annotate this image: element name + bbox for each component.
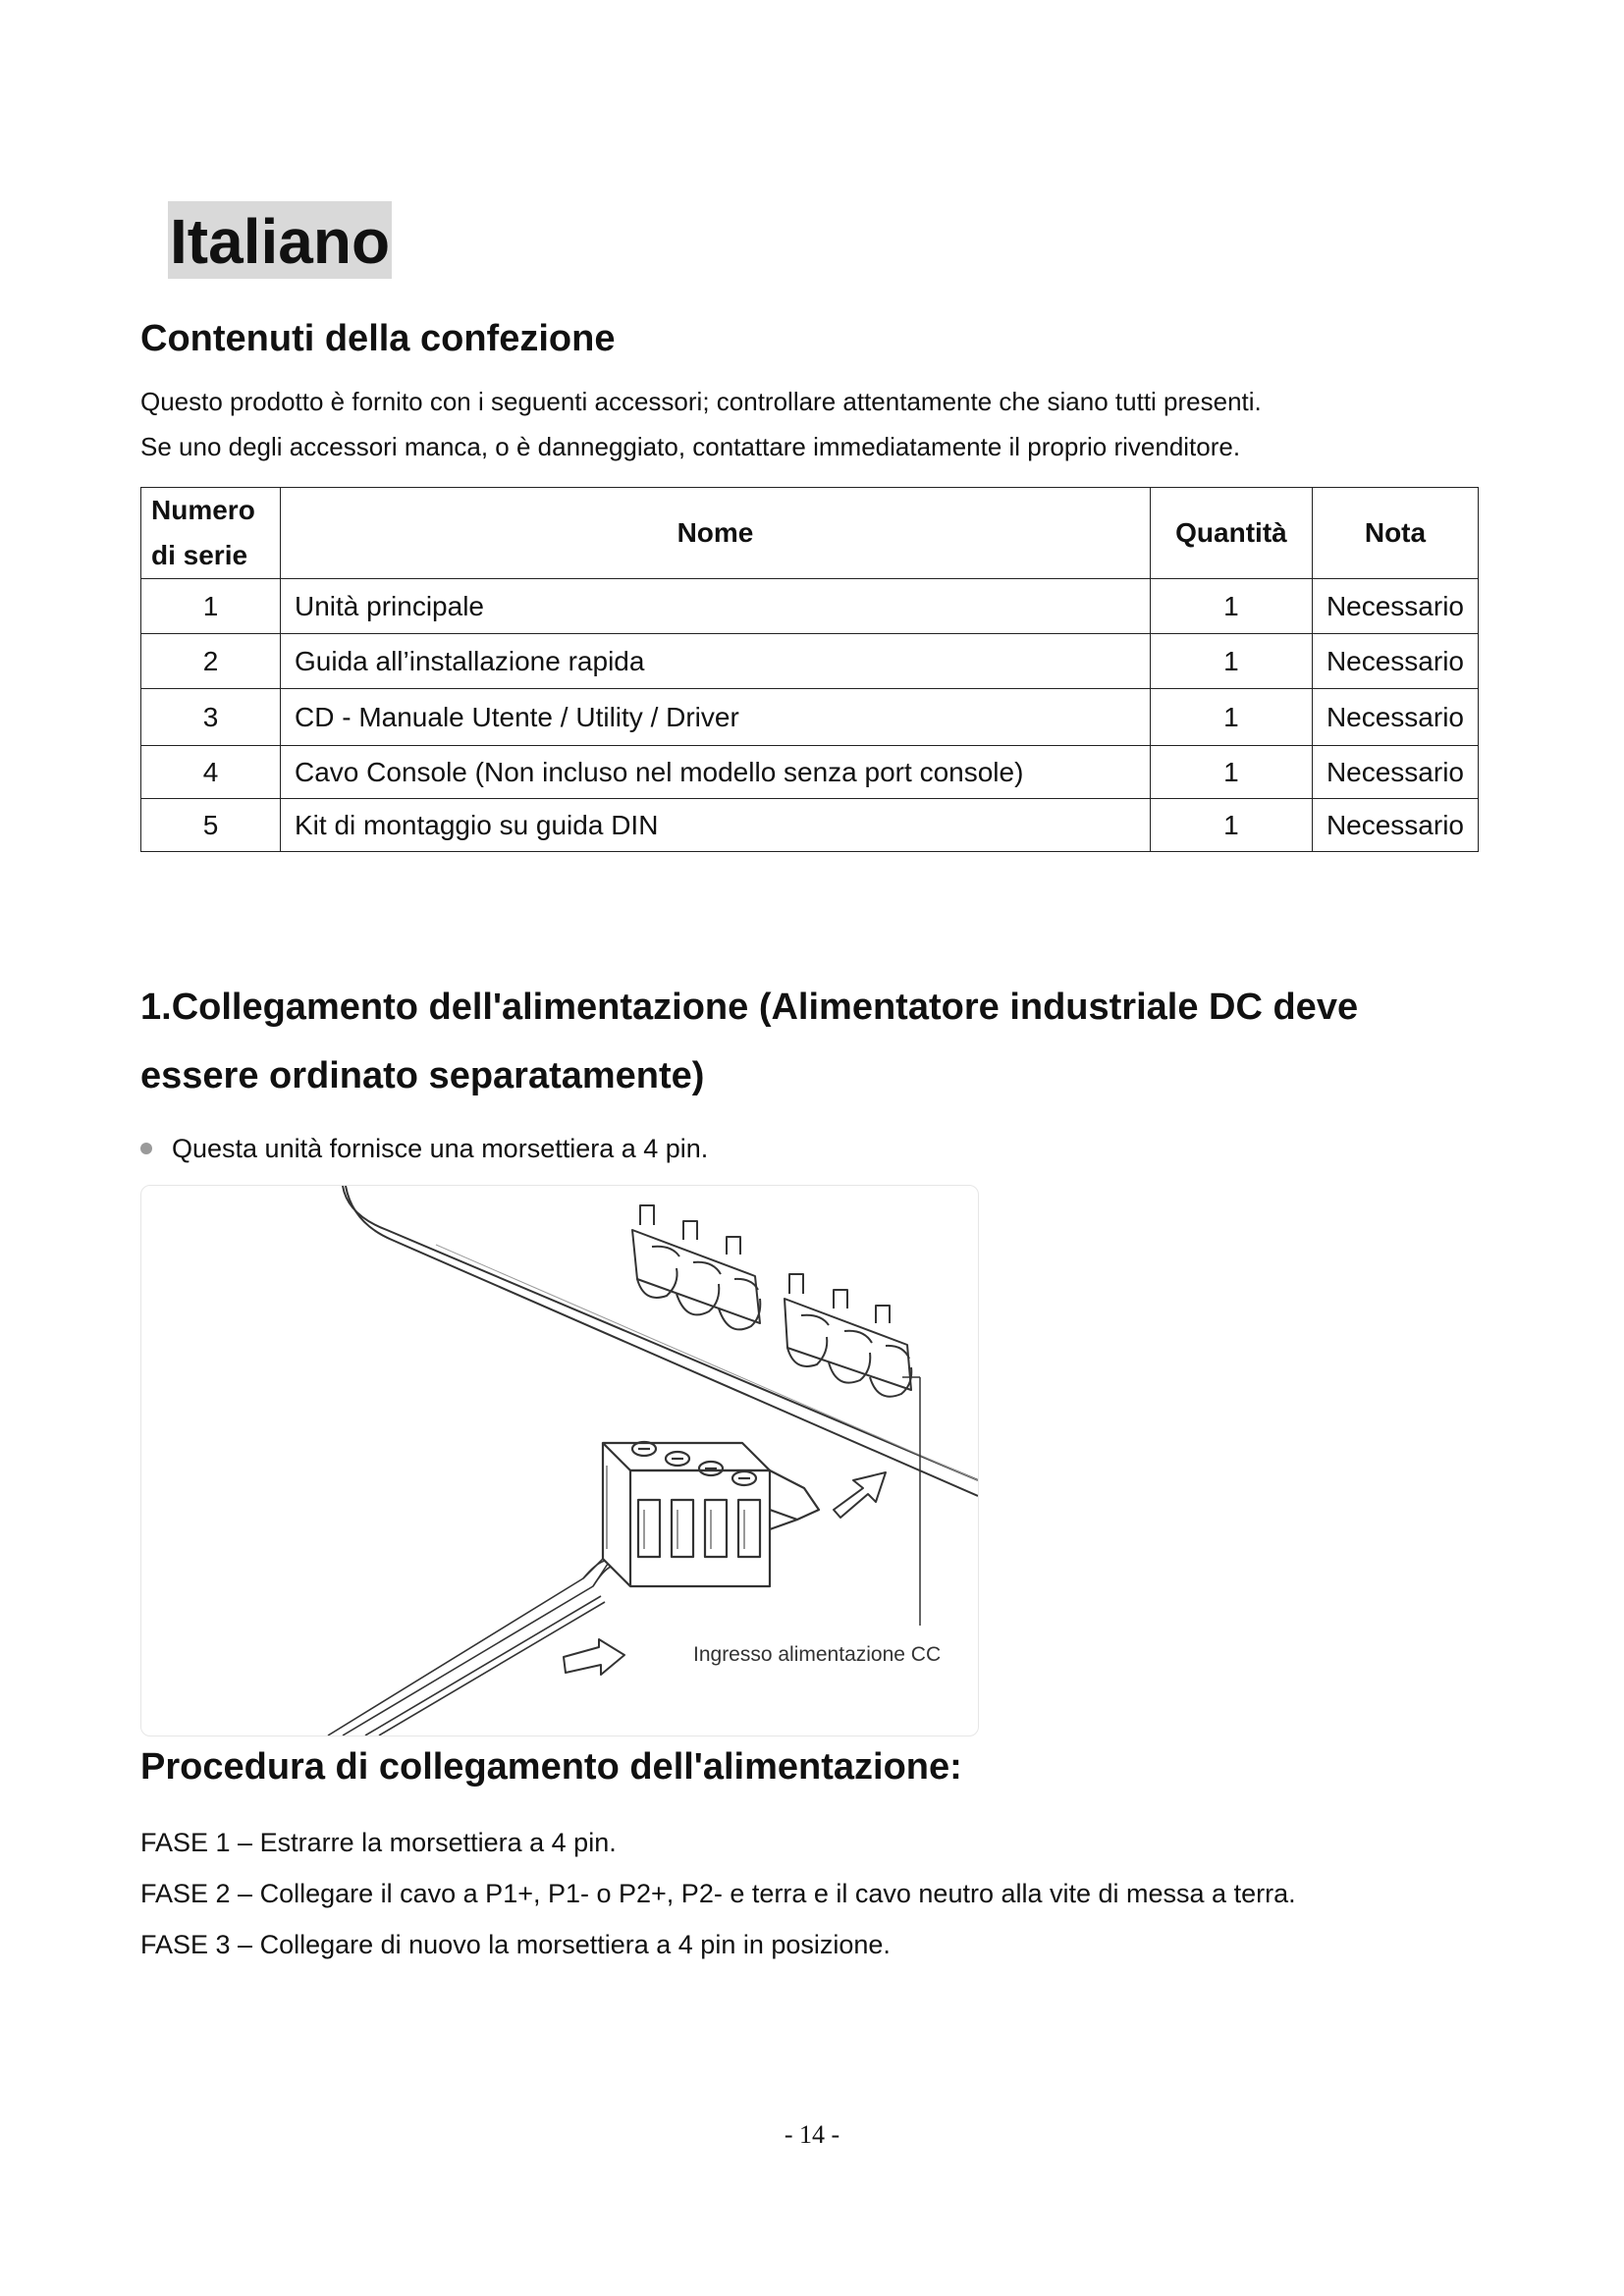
- cell-name: CD - Manuale Utente / Utility / Driver: [281, 689, 1151, 746]
- cell-name: Kit di montaggio su guida DIN: [281, 799, 1151, 852]
- cell-serial-number: 5: [141, 799, 281, 852]
- table-header-row: [141, 488, 1479, 579]
- table-row: [141, 579, 1479, 634]
- package-contents-heading: Contenuti della confezione: [140, 318, 616, 359]
- header-serial-number-line-1: Numero: [151, 495, 255, 525]
- language-title: Italiano: [168, 201, 392, 279]
- cell-serial-number: 1: [141, 579, 281, 634]
- cell-quantity: 1: [1150, 746, 1312, 799]
- cell-quantity: 1: [1150, 799, 1312, 852]
- header-serial-number: [141, 488, 281, 579]
- cell-serial-number: 2: [141, 634, 281, 689]
- table-row: [141, 689, 1479, 746]
- mounted-connector-1: [632, 1205, 760, 1329]
- table-row: [141, 634, 1479, 689]
- page-number: - 14 -: [784, 2120, 840, 2149]
- procedure-step-1: FASE 1 – Estrarre la morsettiera a 4 pin.: [140, 1828, 617, 1857]
- device-edge-line: [343, 1186, 978, 1480]
- device-panel-line: [436, 1245, 978, 1480]
- header-note: Nota: [1312, 488, 1478, 579]
- procedure-heading: Procedura di collegamento dell'alimentazione:: [140, 1746, 962, 1788]
- removable-terminal-block: [603, 1442, 819, 1586]
- mounted-connector-2: [785, 1274, 911, 1397]
- header-name: Nome: [281, 488, 1151, 579]
- procedure-steps: [140, 1817, 1296, 1970]
- cell-note: Necessario: [1312, 579, 1478, 634]
- arrow-icon: [834, 1472, 886, 1518]
- cell-serial-number: 4: [141, 746, 281, 799]
- power-bullet-text: Questa unità fornisce una morsettiera a 4 pin.: [172, 1134, 709, 1163]
- cell-name: Guida all’installazione rapida: [281, 634, 1151, 689]
- header-serial-number-line-2: di serie: [151, 540, 248, 570]
- cell-name: Unità principale: [281, 579, 1151, 634]
- terminal-block-illustration: [141, 1186, 978, 1735]
- power-wires: [328, 1559, 611, 1735]
- power-bullet: [140, 1129, 708, 1168]
- cell-quantity: 1: [1150, 689, 1312, 746]
- package-intro-line-2: Se uno degli accessori manca, o è danneggiato, contattare immediatamente il proprio rivenditore.: [140, 432, 1241, 461]
- cell-serial-number: 3: [141, 689, 281, 746]
- cell-quantity: 1: [1150, 579, 1312, 634]
- bullet-icon: [140, 1143, 152, 1154]
- header-quantity: Quantità: [1150, 488, 1312, 579]
- package-intro: [140, 379, 1495, 469]
- package-intro-line-1: Questo prodotto è fornito con i seguenti accessori; controllare attentamente che siano tutti presenti.: [140, 387, 1262, 416]
- arrow-icon: [564, 1639, 624, 1675]
- table-row: [141, 746, 1479, 799]
- device-edge-line-2: [346, 1186, 978, 1496]
- power-heading-line-2: essere ordinato separatamente): [140, 1055, 705, 1096]
- procedure-step-3: FASE 3 – Collegare di nuovo la morsettiera a 4 pin in posizione.: [140, 1930, 891, 1959]
- procedure-step-2: FASE 2 – Collegare il cavo a P1+, P1- o P2+, P2- e terra e il cavo neutro alla vite di messa a terra.: [140, 1879, 1296, 1908]
- terminal-block-figure: [140, 1185, 979, 1736]
- table-row: [141, 799, 1479, 852]
- power-heading-line-1: 1.Collegamento dell'alimentazione (Alimentatore industriale DC deve: [140, 987, 1359, 1028]
- cell-note: Necessario: [1312, 746, 1478, 799]
- cell-quantity: 1: [1150, 634, 1312, 689]
- figure-label: Ingresso alimentazione CC: [693, 1643, 942, 1666]
- cell-note: Necessario: [1312, 689, 1478, 746]
- cell-note: Necessario: [1312, 799, 1478, 852]
- cell-name: Cavo Console (Non incluso nel modello senza port console): [281, 746, 1151, 799]
- cell-note: Necessario: [1312, 634, 1478, 689]
- package-contents-table: [140, 487, 1479, 852]
